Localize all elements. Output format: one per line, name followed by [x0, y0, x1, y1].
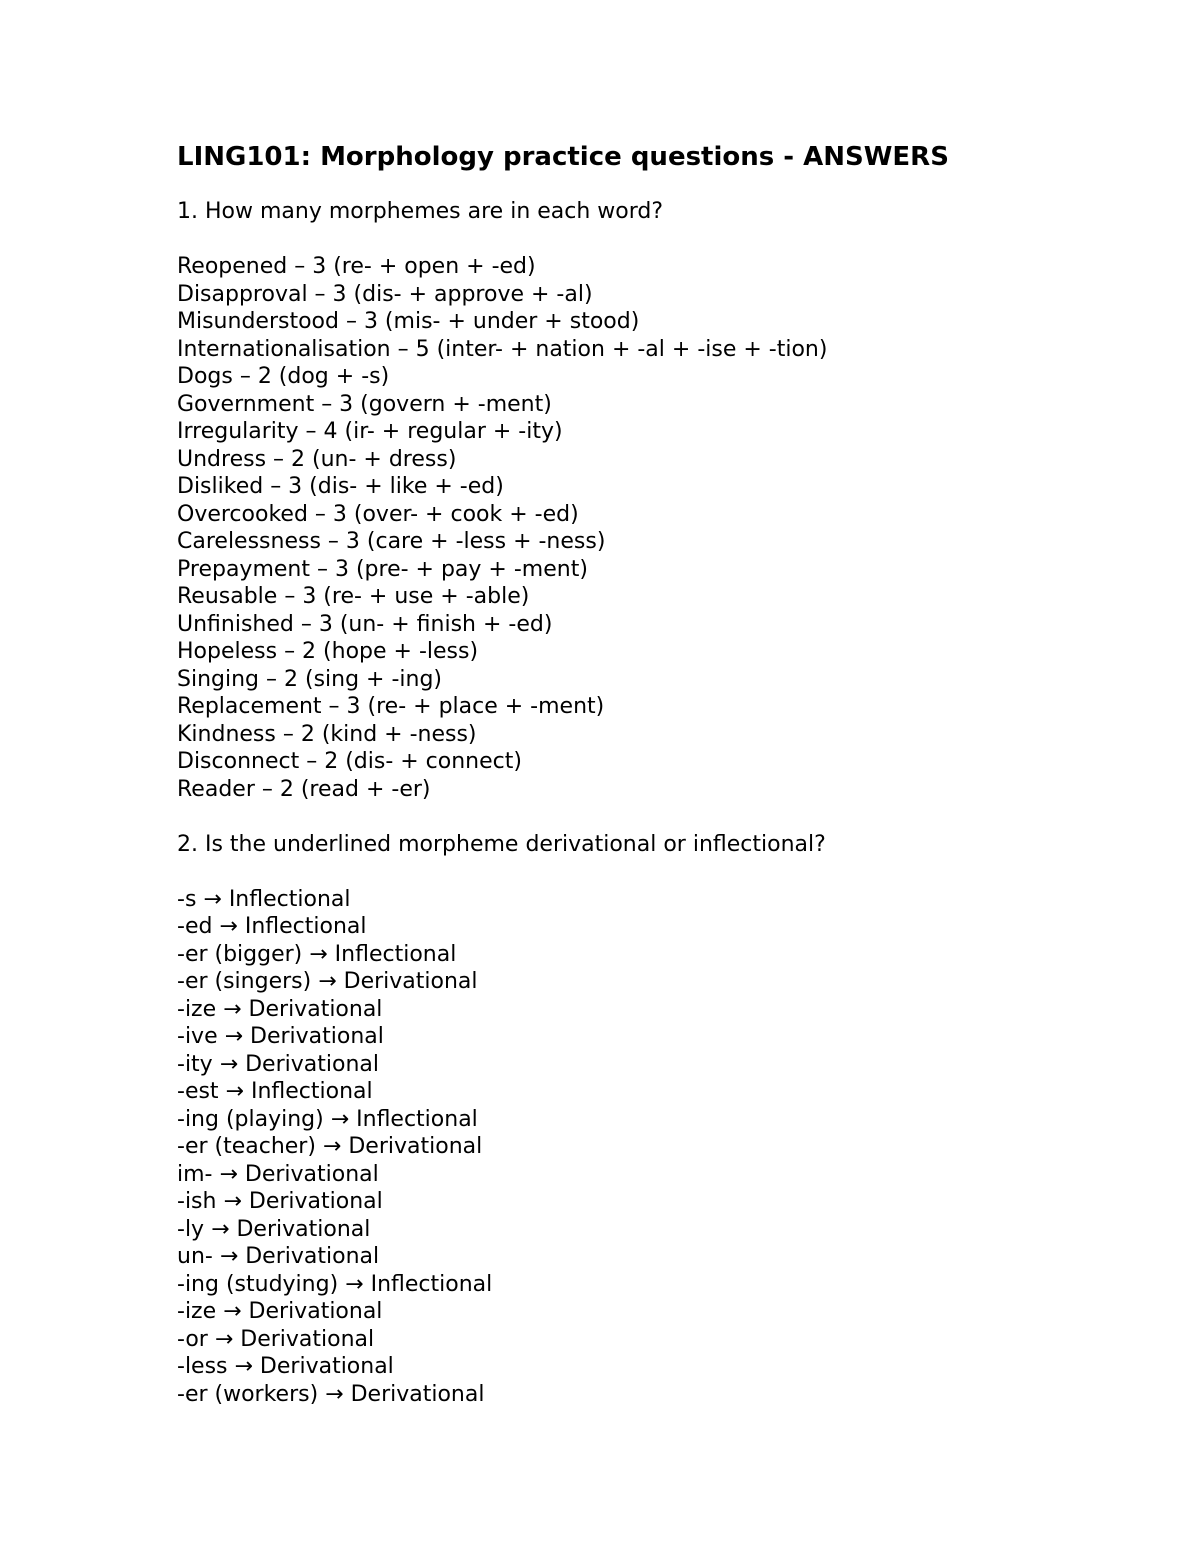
- answer-line: -ize → Derivational: [177, 996, 383, 1022]
- answer-line: -ity → Derivational: [177, 1051, 379, 1077]
- question-2-answer-list: [177, 886, 1137, 1409]
- answer-line: Misunderstood – 3 (mis- + under + stood): [177, 309, 640, 334]
- question-2-prompt: 2. Is the underlined morpheme derivational or inflectional?: [177, 831, 826, 857]
- answer-line: -less → Derivational: [177, 1354, 394, 1379]
- answer-line: -ish → Derivational: [177, 1189, 383, 1214]
- answer-line: Singing – 2 (sing + -ing): [177, 666, 443, 692]
- answer-line: -er (singers) → Derivational: [177, 969, 478, 994]
- answer-line: im- → Derivational: [177, 1161, 379, 1187]
- document-page: [177, 137, 1137, 1408]
- answer-line: Dogs – 2 (dog + -s): [177, 364, 390, 389]
- answer-line: Unfinished – 3 (un- + finish + -ed): [177, 611, 553, 637]
- answer-line: -ed → Inflectional: [177, 914, 367, 939]
- answer-line: -ive → Derivational: [177, 1024, 384, 1049]
- answer-line: -er (bigger) → Inflectional: [177, 941, 457, 967]
- answer-line: -er (workers) → Derivational: [177, 1381, 485, 1407]
- answer-line: Disconnect – 2 (dis- + connect): [177, 749, 522, 774]
- answer-line: Irregularity – 4 (ir- + regular + -ity): [177, 419, 563, 444]
- answer-line: -ly → Derivational: [177, 1216, 371, 1242]
- answer-line: -ing (studying) → Inflectional: [177, 1271, 493, 1297]
- answer-line: -s → Inflectional: [177, 886, 351, 912]
- answer-line: -or → Derivational: [177, 1326, 375, 1352]
- answer-line: Disliked – 3 (dis- + like + -ed): [177, 474, 504, 499]
- answer-line: Government – 3 (govern + -ment): [177, 391, 552, 417]
- answer-line: Internationalisation – 5 (inter- + nation + -al + -ise + -tion): [177, 336, 828, 362]
- answer-line: un- → Derivational: [177, 1244, 380, 1269]
- answer-line: Overcooked – 3 (over- + cook + -ed): [177, 501, 579, 527]
- answer-line: -ing (playing) → Inflectional: [177, 1106, 478, 1132]
- answer-line: -ize → Derivational: [177, 1299, 383, 1324]
- answer-line: Reader – 2 (read + -er): [177, 776, 431, 802]
- answer-line: -er (teacher) → Derivational: [177, 1134, 483, 1159]
- answer-line: Disapproval – 3 (dis- + approve + -al): [177, 281, 593, 307]
- answer-line: Kindness – 2 (kind + -ness): [177, 721, 477, 747]
- answer-line: Reopened – 3 (re- + open + -ed): [177, 254, 536, 279]
- answer-line: Prepayment – 3 (pre- + pay + -ment): [177, 556, 588, 582]
- document-title: LING101: Morphology practice questions - ANSWERS: [177, 142, 949, 172]
- answer-line: Replacement – 3 (re- + place + -ment): [177, 694, 605, 719]
- question-1-answer-list: [177, 253, 1137, 803]
- answer-line: Reusable – 3 (re- + use + -able): [177, 584, 530, 609]
- answer-line: Undress – 2 (un- + dress): [177, 446, 457, 472]
- answer-line: Hopeless – 2 (hope + -less): [177, 639, 479, 664]
- answer-line: Carelessness – 3 (care + -less + -ness): [177, 529, 606, 554]
- question-1-prompt: 1. How many morphemes are in each word?: [177, 199, 664, 224]
- answer-line: -est → Inflectional: [177, 1079, 373, 1104]
